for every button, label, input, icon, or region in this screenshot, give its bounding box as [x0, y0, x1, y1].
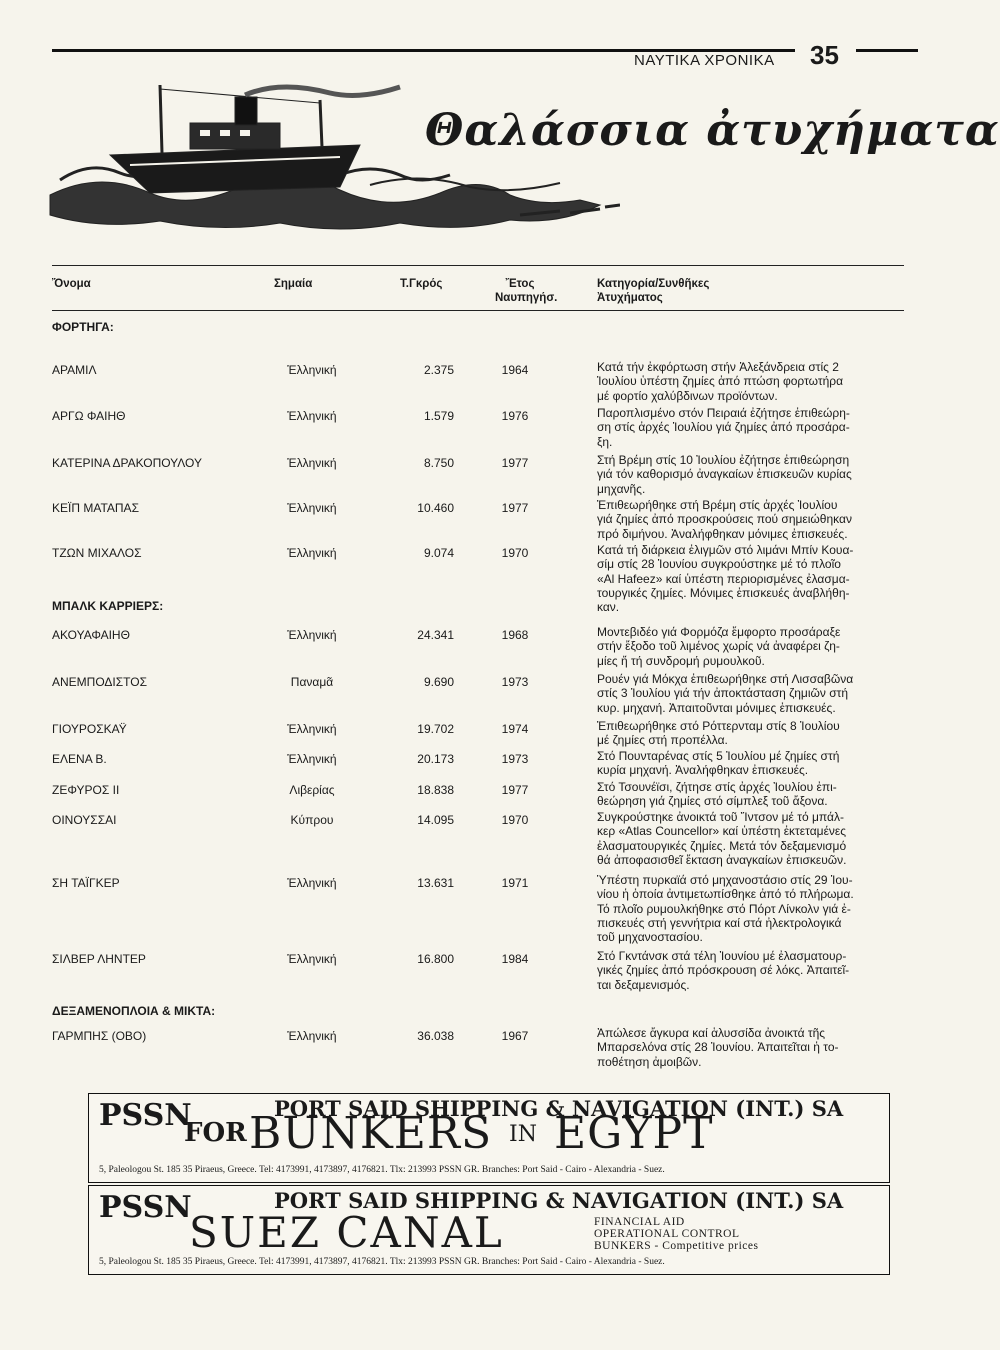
desc-line: «Al Hafeez» καί ὑπέστη περιορισμένες ἐλασμα-	[597, 571, 850, 586]
ship-gt: 9.074	[423, 546, 454, 560]
ship-flag: Ἑλληνική	[287, 722, 337, 736]
desc-line: θά ἀποφασισθεῖ ἔκταση ἀναγκαίων ἐπισκευῶν.	[597, 852, 847, 867]
ship-flag: Ἑλληνική	[287, 876, 337, 890]
incident-description	[597, 810, 901, 867]
desc-line: Ἰουλίου ὑπέστη ζημίες ἀπό πτώση φορτωτήρα	[597, 374, 844, 389]
ship-name: ΓΑΡΜΠΗΣ (ΟΒΟ)	[52, 1029, 147, 1043]
desc-line: Κατά τή διάρκεια ἐλιγμῶν στό λιμάνι Μπίν Κουα-	[597, 543, 854, 557]
ship-gt: 36.038	[417, 1029, 454, 1043]
pssn-logo: PSSN	[99, 1190, 192, 1225]
ad-headline-suez-canal: SUEZ CANAL	[189, 1208, 504, 1257]
ship-name: ΓΙΟΥΡΟΣΚΑΫ	[52, 722, 127, 736]
incident-description	[597, 406, 901, 449]
ship-name: ΣΗ ΤΑΪΓΚΕΡ	[52, 876, 120, 890]
desc-line: γιά ζημίες ἀπό προσκρούσεις πού σημειώθηκαν	[597, 512, 852, 527]
ship-gt: 2.375	[423, 363, 454, 377]
magazine-name: ΝΑΥΤΙΚΑ ΧΡΟΝΙΚΑ	[634, 52, 775, 69]
desc-line: Κατά τήν ἐκφόρτωση στήν Ἀλεξάνδρεια στίς 2	[597, 360, 839, 374]
ship-flag: Λιβερίας	[289, 783, 335, 797]
desc-line: ποθέτηση ἀμοιβῶν.	[597, 1054, 702, 1069]
desc-line: καν.	[597, 600, 620, 615]
ad-service: OPERATIONAL CONTROL	[594, 1228, 740, 1240]
ad-company-name: PORT SAID SHIPPING & NAVIGATION (INT.) SA	[274, 1188, 844, 1213]
ship-year: 1977	[501, 501, 529, 515]
ship-year: 1977	[501, 783, 529, 797]
desc-line: Τό πλοῖο ρυμουλκήθηκε στό Πόρτ Λίνκολν γιά ἐ-	[597, 901, 851, 916]
desc-line: Συγκρούστηκε ἀνοικτά τοῦ Ἴντσον μέ τό μπάλ-	[597, 810, 844, 824]
ship-flag: Ἑλληνική	[287, 952, 337, 966]
desc-line: μέ φορτίο χαλύβδινων προϊόντων.	[597, 388, 778, 403]
ship-flag: Ἑλληνική	[287, 501, 337, 515]
ship-year: 1968	[501, 628, 529, 642]
ship-flag: Ἑλληνική	[287, 1029, 337, 1043]
desc-line: τουργικές ζημίες. Μόνιμες ἐπισκευές ἀναβλήθη-	[597, 585, 850, 600]
desc-line: θεώρηση γιά ζημίες στό σίμπλεξ τοῦ ἄξονα.	[597, 794, 828, 809]
ship-name: ΑΡΑΜΙΛ	[52, 363, 97, 377]
incident-description	[597, 719, 901, 748]
ship-gt: 20.173	[417, 752, 454, 766]
ship-name: ΑΡΓΩ ΦΑΙΗΘ	[52, 409, 126, 423]
header-rule-right	[856, 49, 918, 52]
section-title: ΦΟΡΤΗΓΑ:	[52, 320, 114, 334]
ship-year: 1971	[501, 876, 529, 890]
ship-gt: 13.631	[417, 876, 454, 890]
ship-year: 1964	[501, 363, 529, 377]
ship-flag: Ἑλληνική	[287, 363, 337, 377]
ship-year: 1970	[501, 813, 529, 827]
ship-gt: 18.838	[417, 783, 454, 797]
table-top-rule	[52, 265, 904, 266]
col-header-flag: Σημαία	[274, 278, 313, 290]
col-header-year	[495, 277, 558, 305]
ship-flag: Παναμᾶ	[290, 675, 334, 689]
ad-headline-bunkers: BUNKERS	[249, 1108, 493, 1159]
ship-year: 1984	[501, 952, 529, 966]
ship-flag: Ἑλληνική	[287, 752, 337, 766]
incident-description	[597, 672, 901, 715]
col-header-gt: Τ.Γκρός	[400, 278, 443, 290]
desc-line: Ρουέν γιά Μόκχα ἐπιθεωρήθηκε στή Λισσαβῶνα	[597, 672, 854, 686]
ship-year: 1977	[501, 456, 529, 470]
ship-gt: 9.690	[423, 675, 454, 689]
ship-name: ΑΝΕΜΠΟΔΙΣΤΟΣ	[52, 675, 148, 689]
desc-line: Στό Γκντάνσκ στά τέλη Ἰουνίου μέ ἐλασματουρ-	[597, 949, 847, 963]
desc-line: Παροπλισμένο στόν Πειραιά ἐζήτησε ἐπιθεώρη-	[597, 406, 850, 420]
ship-gt: 1.579	[423, 409, 454, 423]
desc-line: μέ ζημίες στή προπέλλα.	[597, 733, 728, 748]
ship-name: ΚΕΪΠ ΜΑΤΑΠΑΣ	[52, 501, 139, 515]
incident-description	[597, 1026, 901, 1069]
desc-line: ση στίς ἀρχές Ἰουλίου γιά ζημίες ἀπό προσάρα-	[597, 420, 850, 435]
desc-line: κυρ. μηχανή. Ἀπαιτοῦνται μόνιμες ἐπισκευές.	[597, 700, 836, 715]
incident-description	[597, 749, 901, 778]
ship-gt: 8.750	[423, 456, 454, 470]
desc-line: Στό Τσουνέϊσι, ζήτησε στίς ἀρχές Ἰουλίου ἐπι-	[597, 780, 837, 794]
desc-line: Ἀπώλεσε ἄγκυρα καί ἁλυσσίδα ἀνοικτά τῆς	[597, 1026, 826, 1040]
col-header-year-line2: Ναυπηγήσ.	[495, 292, 558, 304]
incident-description	[597, 949, 901, 992]
col-header-desc-line1: Κατηγορία/Συνθῆκες	[597, 278, 710, 290]
desc-line: κυρία μηχανή. Ἀναλήφθηκαν ἐπισκευές.	[597, 763, 809, 778]
ship-year: 1973	[501, 675, 529, 689]
desc-line: ται δεξαμενισμός.	[597, 977, 690, 992]
ship-name: ΟΙΝΟΥΣΣΑΙ	[52, 813, 117, 827]
desc-line: Ὑπέστη πυρκαϊά στό μηχανοστάσιο στίς 29 Ἰου-	[597, 873, 853, 887]
ship-gt: 14.095	[417, 813, 454, 827]
ship-year: 1974	[501, 722, 529, 736]
incident-description	[597, 873, 901, 944]
ship-gt: 10.460	[417, 501, 454, 515]
ship-name: ΤΖΩΝ ΜΙΧΑΛΟΣ	[52, 546, 142, 560]
desc-line: Στή Βρέμη στίς 10 Ἰουλίου ἐζήτησε ἐπιθεώρηση	[597, 453, 850, 467]
page-number: 35	[810, 40, 839, 70]
ship-flag: Ἑλληνική	[287, 409, 337, 423]
desc-line: Ἐπιθεωρήθηκε στό Ρόττερνταμ στίς 8 Ἰουλίου	[597, 719, 840, 733]
incident-description	[597, 543, 901, 614]
desc-line: κερ «Atlas Councellor» καί ὑπέστη ἐκτεταμένες	[597, 824, 847, 839]
ship-year: 1967	[501, 1029, 529, 1043]
ship-flag: Κύπρου	[290, 813, 334, 827]
ship-year: 1973	[501, 752, 529, 766]
desc-line: στήν ἔξοδο τοῦ λιμένος χωρίς νά ἀναφέρει ζη-	[597, 639, 840, 654]
desc-line: στίς 3 Ἰουλίου γιά τήν ἀποκτάσταση ζημιῶν στή	[597, 686, 849, 701]
desc-line: σίμ στίς 28 Ἰουνίου συγκρούστηκε μέ τό πλοῖο	[597, 557, 841, 572]
ship-gt: 19.702	[417, 722, 454, 736]
ship-year: 1970	[501, 546, 529, 560]
ad-headline-egypt: EGYPT	[554, 1108, 714, 1159]
ship-gt: 16.800	[417, 952, 454, 966]
ship-flag: Ἑλληνική	[287, 456, 337, 470]
ship-year: 1976	[501, 409, 529, 423]
col-header-desc-line2: Ἀτυχήματος	[597, 292, 663, 304]
ad-for: FOR	[184, 1118, 247, 1148]
table-header-rule	[52, 310, 904, 311]
ship-flag: Ἑλληνική	[287, 546, 337, 560]
desc-line: μηχανῆς.	[597, 481, 646, 496]
ship-gt: 24.341	[417, 628, 454, 642]
incident-description	[597, 498, 901, 541]
section-title: ΔΕΞΑΜΕΝΟΠΛΟΙΑ & ΜΙΚΤΑ:	[52, 1004, 216, 1018]
desc-line: Μοντεβιδέο γιά Φορμόζα ἔμφορτο προσάραξε	[597, 625, 841, 639]
desc-line: ἐλασματουργικές ζημίες. Μετά τόν δεξαμενισμό	[597, 838, 847, 853]
incident-description	[597, 453, 901, 496]
desc-line: τοῦ μηχανοστασίου.	[597, 930, 703, 945]
incident-description	[597, 360, 901, 403]
ad-service: FINANCIAL AID	[594, 1216, 685, 1228]
desc-line: Στό Πουνταρένας στίς 5 Ἰουλίου μέ ζημίες στή	[597, 749, 840, 763]
ad-service: BUNKERS - Competitive prices	[594, 1240, 759, 1252]
desc-line: νίου ἡ ὁποία ἀντιμετωπίσθηκε ἀπό τό πλήρωμα.	[597, 887, 854, 902]
desc-line: Ἐπιθεωρήθηκε στή Βρέμη στίς ἀρχές Ἰουλίου	[597, 498, 838, 512]
ship-name: ΖΕΦΥΡΟΣ ΙΙ	[52, 783, 120, 797]
ship-name: ΕΛΕΝΑ Β.	[52, 752, 107, 766]
ad-in: IN	[509, 1122, 537, 1147]
advertisement-suez-canal	[88, 1185, 890, 1275]
ad-address: 5, Paleologou St. 185 35 Piraeus, Greece. Tel: 4173991, 4173897, 4176821. Tlx: 213993 PSSN GR. Branches: Port Said - Cairo - Alexandria - Suez.	[99, 1165, 665, 1175]
col-header-year-line1: Ἔτος	[505, 278, 535, 290]
desc-line: μίες ἤ τή συνδρομή ρυμουλκοῦ.	[597, 653, 765, 668]
desc-line: πρό διμήνου. Ἀναλήφθηκαν μόνιμες ἐπισκευές.	[597, 526, 848, 541]
desc-line: ξη.	[597, 434, 613, 449]
desc-line: πισκευές στή γεννήτρια καί στά ἠλεκτρολογικά	[597, 915, 842, 930]
page-title: Θαλάσσια ἀτυχήματα	[425, 105, 1000, 156]
incident-description	[597, 780, 901, 809]
desc-line: Μπαρσελόνα στίς 28 Ἰουνίου. Ἀπαιτεῖται ἡ το-	[597, 1040, 839, 1055]
ad-services-list	[594, 1216, 758, 1252]
ad-address: 5, Paleologou St. 185 35 Piraeus, Greece. Tel: 4173991, 4173897, 4176821. Tlx: 213993 PSSN GR. Branches: Port Said - Cairo - Alexandria - Suez.	[99, 1257, 665, 1267]
advertisement-bunkers-egypt	[88, 1093, 890, 1183]
ship-name: ΣΙΛΒΕΡ ΛΗΝΤΕΡ	[52, 952, 146, 966]
section-title: ΜΠΑΛΚ ΚΑΡΡΙΕΡΣ:	[52, 599, 164, 613]
ad-company-name: PORT SAID SHIPPING & NAVIGATION (INT.) SA	[274, 1096, 844, 1121]
desc-line: γιά τόν καθορισμό ἀναγκαίων ἐπισκευῶν κυρίας	[597, 467, 852, 482]
ship-flag: Ἑλληνική	[287, 628, 337, 642]
ship-name: ΑΚΟΥΑΦΑΙΗΘ	[52, 628, 130, 642]
col-header-desc	[597, 277, 709, 305]
incident-description	[597, 625, 901, 668]
desc-line: γικές ζημίες ἀπό πρόσκρουση σέ λόκς. Ἀπαιτεῖ-	[597, 963, 850, 978]
col-header-name: Ὄνομα	[52, 278, 91, 290]
pssn-logo: PSSN	[99, 1098, 192, 1133]
ship-name: ΚΑΤΕΡΙΝΑ ΔΡΑΚΟΠΟΥΛΟΥ	[52, 456, 203, 470]
